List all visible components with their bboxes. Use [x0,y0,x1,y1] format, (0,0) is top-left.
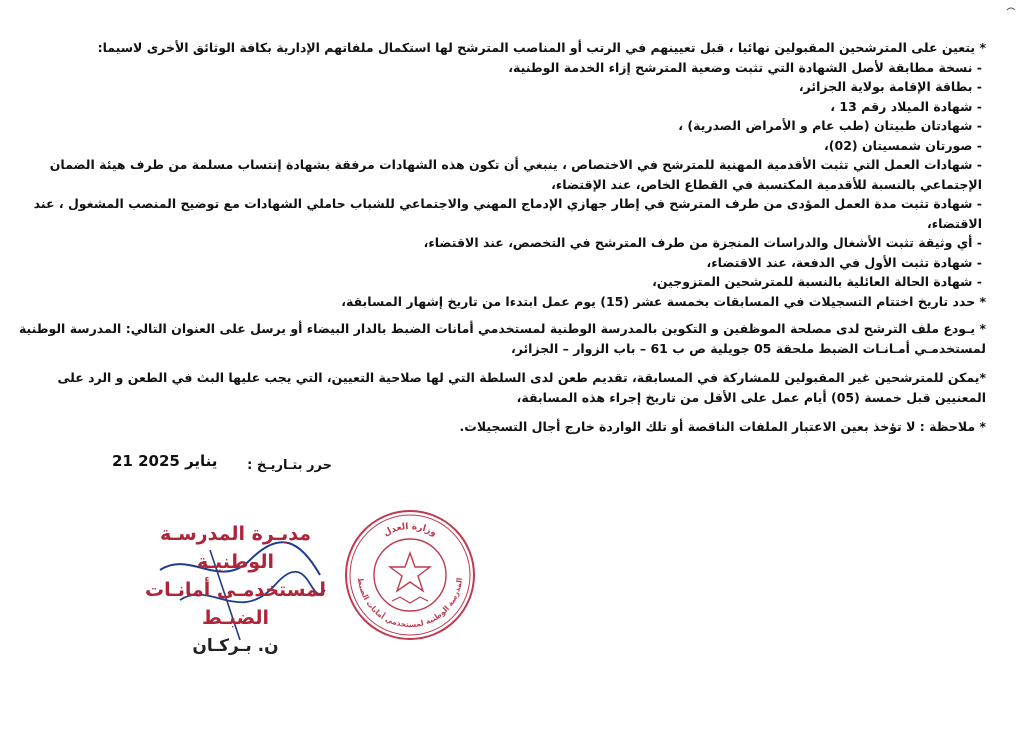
deposit-paragraph: * يـودع ملف الترشح لدى مصلحة الموظفين و التكوين بالمدرسة الوطنية لمستخدمي أمانات الضبط بالدار البيضاء أو يرسل على العنوان التالي: المدرسة الوطنية لمستخدمـي أمـانـات الضبط ملحقة 05 جويلية ص ب 61 – باب الزوار – الجزائر، [18,321,986,356]
issue-date [112,452,332,478]
list-item: - شهادات العمل التي تثبت الأقدمية المهنية للمترشح في الاختصاص ، ينبغي أن تكون هذه الشهادات مرفقة بشهادة إنتساب مسلمة من طرف هيئة الضمان الإجتماعي بالنسبة للأقدمية المكتسبة في القطاع الخاص، عند الإقتضاء، [49,157,982,192]
official-seal-icon [340,505,480,645]
list-item: - بطاقة الإقامة بولاية الجزائر، [798,79,982,94]
list-item: - صورتان شمسيتان (02)، [824,137,982,153]
signatory-title-line1: مديـرة المدرسـة الوطنيـة [159,523,312,573]
note-paragraph: * ملاحظة : لا تؤخذ بعين الاعتبار الملفات الناقصة أو تلك الواردة خارج أجال التسجيلات. [459,419,986,434]
list-item: - شهادتان طبيتان (طب عام و الأمراض الصدرية) ، [678,118,982,133]
list-item: - أي وثيقة تثبت الأشغال والدراسات المنجزة من طرف المترشح في التخصص، عند الاقتضاء، [423,235,982,250]
list-item: - شهادة تثبت الأول في الدفعة، عند الاقتضاء، [706,254,982,270]
seal-top-text: وزارة العدل [381,521,439,539]
page-mark-icon [1006,6,1016,14]
list-item: - نسخة مطابقة لأصل الشهادة التي تثبت وضعية المترشح إزاء الخدمة الوطنية، [508,59,982,75]
signature-block [128,520,343,656]
list-item: - شهادة تثبت مدة العمل المؤدى من طرف المترشح في إطار جهازي الإدماج المهني والاجتماعي للشباب حاملي الشهادات مع توضيح المنصب المشغول ، عند الاقتضاء، [33,196,982,231]
appeal-paragraph: *يمكن للمترشحين غير المقبولين للمشاركة في المسابقة، تقديم طعن لدى السلطة التي لها صلاحية التعيين، التي يجب عليها البث في الطعن و الرد على المعنيين قبل خمسة (05) أيام عمل على الأقل من تاريخ إجراء هذه المسابقة، [57,370,986,405]
date-value: 21 يناير 2025 [112,452,218,470]
list-item: - شهادة الميلاد رقم 13 ، [830,98,982,114]
date-label: حرر بتـاريـخ : [247,458,332,473]
seal-bottom-text: المدرسة الوطنية لمستخدمي أمانات الضبط [355,577,464,630]
signatory-title-line2: لمستخدمـي أمانـات الضبـط [145,579,326,629]
document-body [16,38,986,437]
signatory-name: ن. بـركـان [192,636,279,656]
intro-paragraph: * يتعين على المترشحين المقبولين نهائيا ، قبل تعيينهم في الرتب أو المناصب المترشح لها استكمال ملفاتهم الإدارية بكافة الوثائق الأخرى لاسيما: [97,40,986,55]
svg-text:وزارة العدل [382,522,438,539]
deadline-paragraph: * حدد تاريخ اختتام التسجيلات في المسابقات بخمسة عشر (15) يوم عمل ابتدءا من تاريخ إشهار المسابقة، [341,293,986,309]
list-item: - شهادة الحالة العائلية بالنسبة للمترشحين المتزوجين، [652,274,982,289]
